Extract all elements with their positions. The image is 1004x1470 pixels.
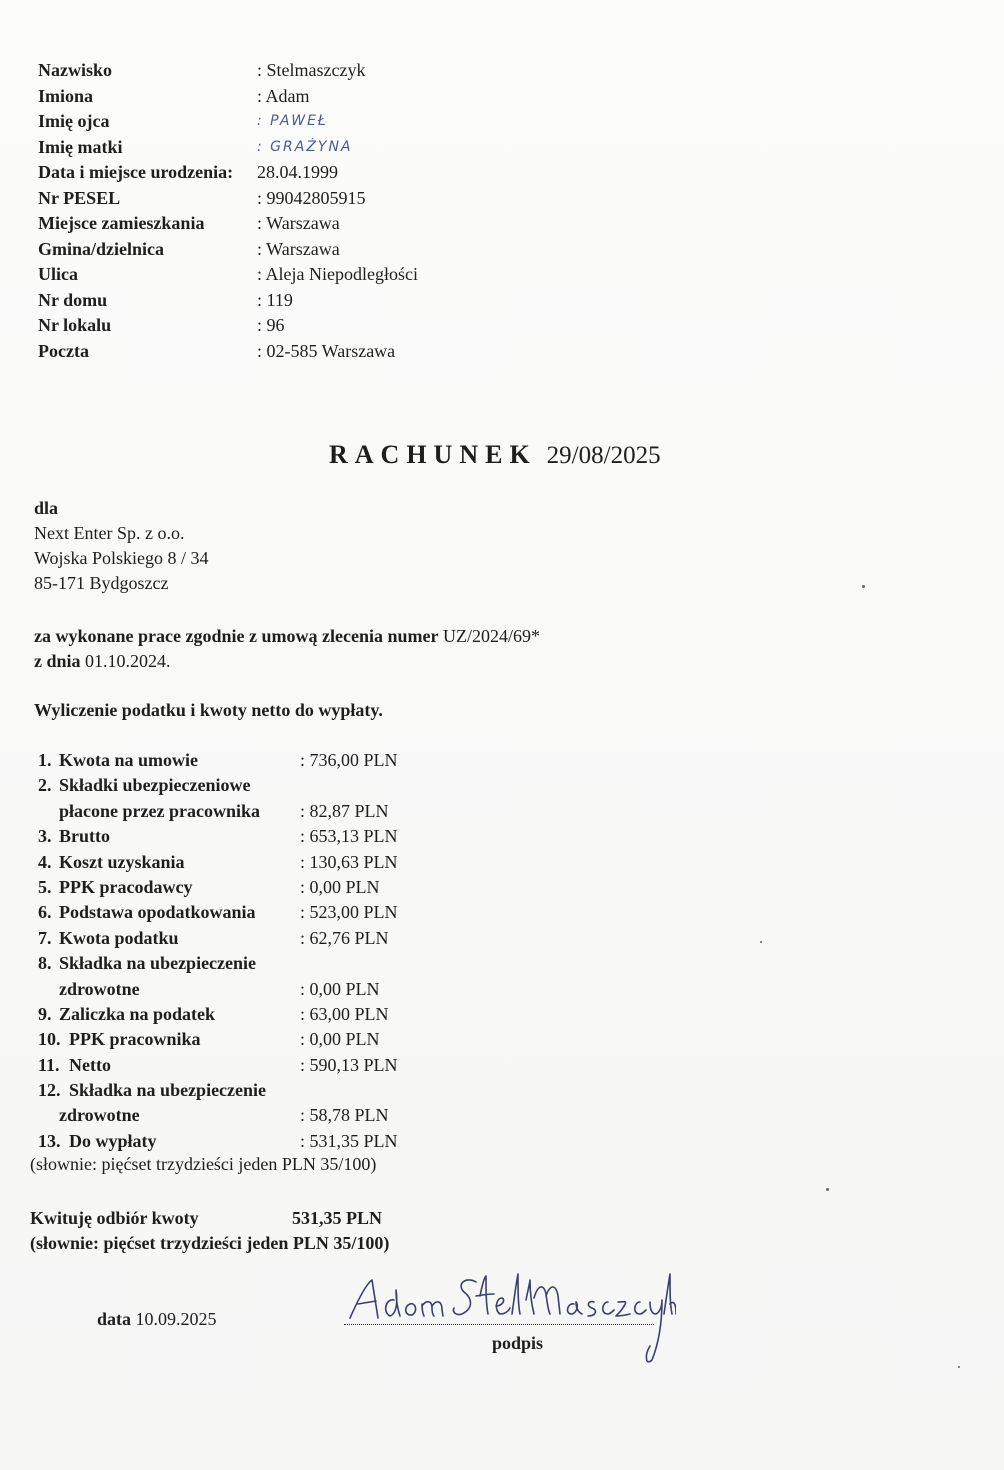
item-value: : 590,13 PLN [300, 1054, 398, 1075]
personal-label: Nr PESEL [38, 187, 121, 208]
item-value: : 523,00 PLN [300, 902, 398, 923]
item-label: PPK pracodawcy [59, 876, 193, 897]
personal-label: Nazwisko [38, 60, 113, 80]
footer-date-label: data [97, 1309, 132, 1329]
personal-label: Nr domu [38, 289, 108, 310]
recipient-for-label: dla [34, 498, 59, 518]
item-number: 8. [38, 953, 52, 974]
scan-speck [760, 941, 762, 943]
contract-number: UZ/2024/69* [442, 626, 540, 646]
item-value: : 63,00 PLN [300, 1003, 389, 1024]
item-label: Podstawa opodatkowania [59, 902, 256, 923]
item-value: : 58,78 PLN [300, 1105, 389, 1126]
document-title [329, 440, 661, 470]
receipt-label: Kwituję odbiór kwoty [30, 1208, 199, 1228]
item-value: : 62,76 PLN [300, 927, 389, 948]
recipient-city: 85-171 Bydgoszcz [34, 573, 169, 593]
recipient-block [34, 496, 209, 596]
item-label: Składka na ubezpieczenie [59, 953, 257, 974]
scan-speck [826, 1188, 829, 1191]
item-label: Składki ubezpieczeniowe [59, 775, 251, 796]
item-label: Koszt uzyskania [59, 851, 185, 872]
item-value: : 653,13 PLN [300, 826, 398, 847]
item-number: 1. [38, 750, 52, 770]
item-number: 11. [38, 1054, 60, 1075]
item-number: 3. [38, 826, 52, 847]
personal-value: : Adam [257, 85, 310, 106]
footer-date [97, 1309, 217, 1330]
personal-value: : Stelmaszczyk [257, 60, 366, 80]
personal-value: : Aleja Niepodległości [257, 264, 418, 284]
personal-value: : PAWEŁ [257, 113, 328, 129]
personal-value: : 96 [257, 315, 285, 335]
contract-date-label: z dnia [34, 651, 81, 671]
handwritten-signature [346, 1270, 676, 1370]
item-value: : 531,35 PLN [300, 1130, 398, 1151]
item-number: 7. [38, 927, 52, 948]
personal-label: Ulica [38, 264, 78, 284]
item-number: 5. [38, 876, 52, 897]
scan-speck [862, 585, 865, 588]
item-value: : 0,00 PLN [300, 978, 380, 999]
amount-in-words: (słownie: pięćset trzydzieści jeden PLN 35/100) [30, 1154, 377, 1174]
personal-value: : Warszawa [257, 238, 340, 259]
scan-speck [958, 1366, 960, 1368]
recipient-name: Next Enter Sp. z o.o. [34, 523, 185, 543]
item-label: PPK pracownika [69, 1029, 201, 1050]
calculation-title: Wyliczenie podatku i kwoty netto do wypłaty. [34, 700, 383, 720]
item-label: Kwota podatku [59, 927, 179, 948]
item-number: 6. [38, 902, 52, 923]
item-value: : 736,00 PLN [300, 750, 398, 770]
personal-label: Imię matki [38, 136, 123, 157]
item-number: 9. [38, 1003, 52, 1024]
personal-value: : 02-585 Warszawa [257, 340, 396, 361]
recipient-street: Wojska Polskiego 8 / 34 [34, 548, 209, 568]
personal-value: : 99042805915 [257, 187, 366, 208]
receipt-confirmation [30, 1206, 389, 1256]
contract-reference [34, 624, 540, 674]
receipt-amount: 531,35 PLN [292, 1208, 382, 1228]
personal-label: Imiona [38, 85, 94, 106]
personal-value: : GRAŻYNA [257, 138, 353, 155]
title-word: RACHUNEK [329, 440, 537, 469]
personal-value: : 119 [257, 289, 293, 310]
item-label: Kwota na umowie [59, 750, 198, 770]
item-value: : 0,00 PLN [300, 1029, 380, 1050]
item-number: 13. [38, 1130, 61, 1151]
personal-value: 28.04.1999 [257, 162, 338, 182]
item-label: zdrowotne [59, 978, 140, 999]
item-value: : 0,00 PLN [300, 876, 380, 897]
item-number: 4. [38, 851, 52, 872]
item-number: 12. [38, 1080, 61, 1101]
item-value: : 130,63 PLN [300, 851, 398, 872]
item-label: Składka na ubezpieczenie [69, 1080, 267, 1101]
personal-label: Poczta [38, 340, 89, 361]
item-label: Brutto [59, 826, 110, 847]
item-label: Do wypłaty [69, 1130, 157, 1151]
item-value: : 82,87 PLN [300, 800, 389, 821]
item-label: Zaliczka na podatek [59, 1003, 216, 1024]
personal-value: : Warszawa [257, 213, 340, 233]
item-label: zdrowotne [59, 1105, 140, 1126]
personal-label: Gmina/dzielnica [38, 238, 164, 259]
personal-label: Nr lokalu [38, 315, 112, 335]
title-date: 29/08/2025 [546, 442, 661, 469]
contract-text: za wykonane prace zgodnie z umową zlecenia numer [34, 626, 439, 646]
signature-label: podpis [492, 1333, 544, 1353]
item-label: płacone przez pracownika [59, 800, 260, 821]
personal-label: Imię ojca [38, 111, 110, 131]
item-number: 2. [38, 775, 52, 796]
receipt-words: (słownie: pięćset trzydzieści jeden PLN 35/100) [30, 1233, 390, 1253]
item-label: Netto [69, 1054, 111, 1075]
item-number: 10. [38, 1029, 61, 1050]
footer-date-value: 10.09.2025 [135, 1309, 217, 1329]
personal-label: Data i miejsce urodzenia: [38, 162, 234, 182]
contract-date: 01.10.2024. [85, 651, 171, 671]
personal-label: Miejsce zamieszkania [38, 213, 205, 233]
